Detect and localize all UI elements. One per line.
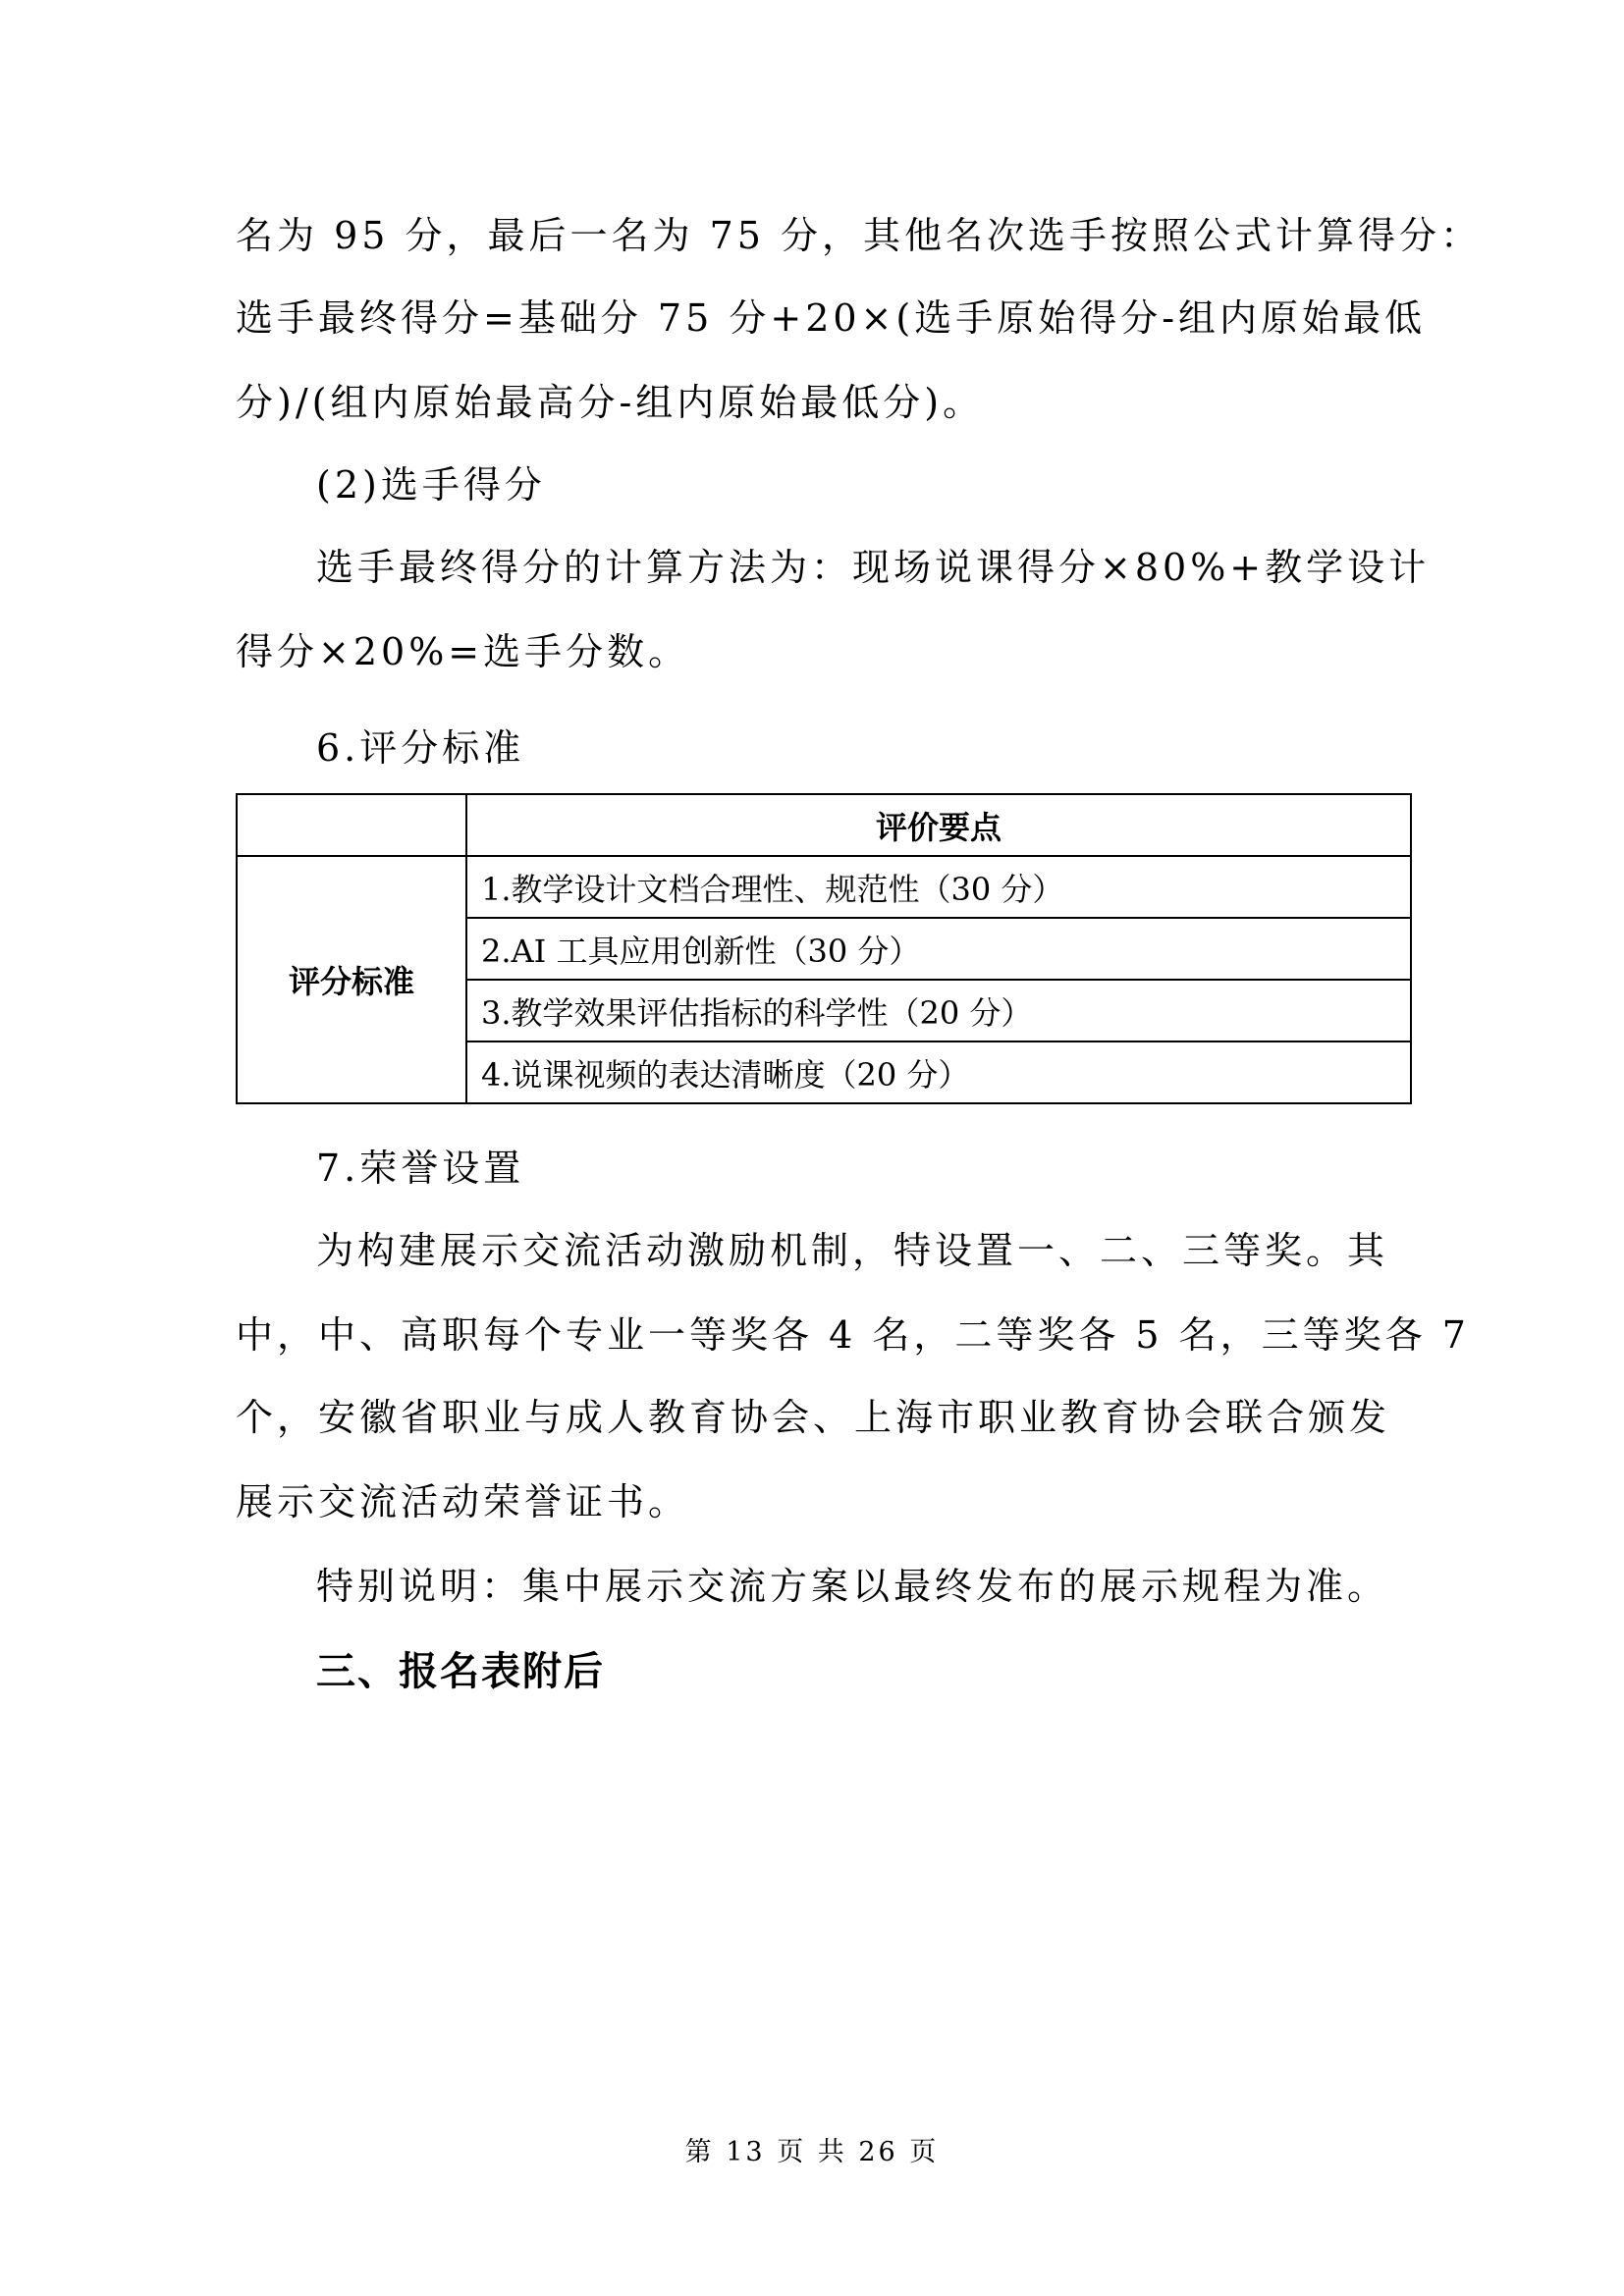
paragraph-line: 分)/(组内原始最高分-组内原始最低分)。 [236,381,985,424]
table-header-empty [237,794,466,856]
paragraph-line: 个，安徽省职业与成人教育协会、上海市职业教育协会联合颁发 [236,1396,1391,1439]
page-number-footer: 第 13 页 共 26 页 [684,2137,940,2167]
section-title-6: 6.评分标准 [316,726,525,770]
paragraph-line: 为构建展示交流活动激励机制，特设置一、二、三等奖。其 [316,1229,1389,1272]
table-cell: 3.教学效果评估指标的科学性（20 分） [466,980,1411,1041]
paragraph-line: 得分×20%=选手分数。 [236,630,690,673]
paragraph-line: 中，中、高职每个专业一等奖各 4 名，二等奖各 5 名，三等奖各 7 [236,1313,1470,1357]
table-cell: 2.AI 工具应用创新性（30 分） [466,918,1411,980]
paragraph-line: 选手最终得分=基础分 75 分+20×(选手原始得分-组内原始最低 [236,296,1427,340]
section-title-7: 7.荣誉设置 [316,1147,525,1190]
table-row-label: 评分标准 [237,856,466,1103]
paragraph-line: 展示交流活动荣誉证书。 [236,1480,690,1523]
table-cell: 1.教学设计文档合理性、规范性（30 分） [466,856,1411,918]
paragraph-line: 选手最终得分的计算方法为：现场说课得分×80%+教学设计 [316,546,1431,589]
section-heading-3: 三、报名表附后 [316,1649,605,1694]
table-header-criteria: 评价要点 [466,794,1411,856]
scoring-table [236,793,1412,1104]
subsection-title: (2)选手得分 [316,463,546,507]
table-row [237,856,1411,918]
special-note: 特别说明：集中展示交流方案以最终发布的展示规程为准。 [316,1565,1389,1608]
paragraph-line: 名为 95 分，最后一名为 75 分，其他名次选手按照公式计算得分： [236,214,1483,257]
table-cell: 4.说课视频的表达清晰度（20 分） [466,1041,1411,1103]
table-header-row [237,794,1411,856]
